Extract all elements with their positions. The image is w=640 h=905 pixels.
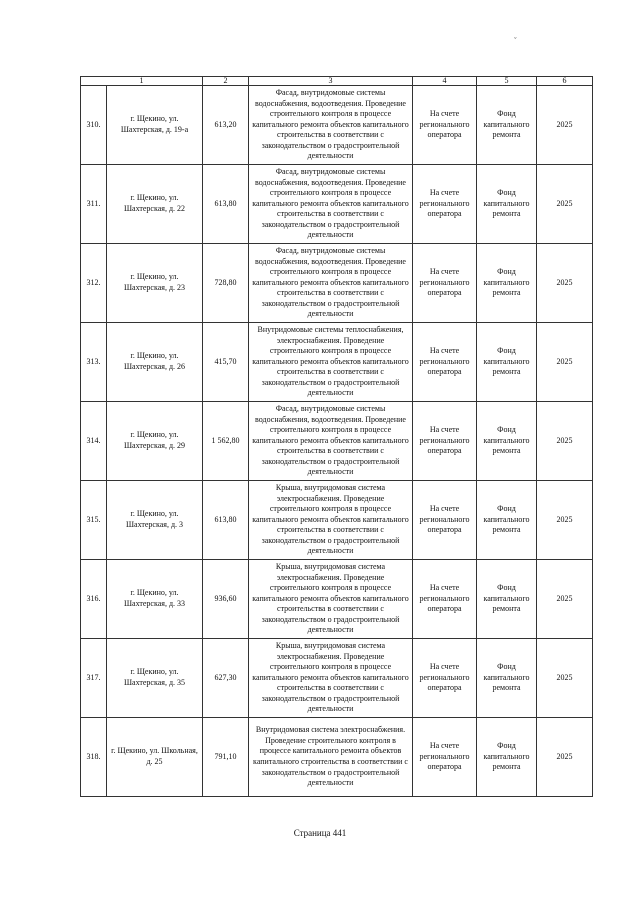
header-row: [81, 77, 593, 86]
area-cell: 415,70: [203, 323, 249, 402]
source-cell: Фонд капитального ремонта: [477, 639, 537, 718]
year-cell: 2025: [537, 402, 593, 481]
row-number: 312.: [81, 244, 107, 323]
address-cell: г. Щекино, ул. Шахтерская, д. 33: [107, 560, 203, 639]
year-cell: 2025: [537, 165, 593, 244]
table-row: [81, 86, 593, 165]
account-cell: На счете регионального оператора: [413, 639, 477, 718]
address-cell: г. Щекино, ул. Школьная, д. 25: [107, 718, 203, 797]
source-cell: Фонд капитального ремонта: [477, 244, 537, 323]
row-number: 313.: [81, 323, 107, 402]
area-cell: 613,20: [203, 86, 249, 165]
source-cell: Фонд капитального ремонта: [477, 86, 537, 165]
capital-repair-table: [80, 76, 593, 797]
year-cell: 2025: [537, 244, 593, 323]
row-number: 315.: [81, 481, 107, 560]
works-cell: Внутридомовая система электроснабжения. Проведение строительного контроля в процессе капитального ремонта объектов капитального строительства в соответствии с законодательством о градостроительной деятельности: [249, 718, 413, 797]
works-cell: Фасад, внутридомовые системы водоснабжения, водоотведения. Проведение строительного контроля в процессе капитального ремонта объектов капитального строительства в соответствии с законодательством о градостроительной деятельности: [249, 86, 413, 165]
works-cell: Фасад, внутридомовые системы водоснабжения, водоотведения. Проведение строительного контроля в процессе капитального ремонта объектов капитального строительства в соответствии с законодательством о градостроительной деятельности: [249, 244, 413, 323]
address-cell: г. Щекино, ул. Шахтерская, д. 3: [107, 481, 203, 560]
year-cell: 2025: [537, 86, 593, 165]
table-row: [81, 323, 593, 402]
row-number: 310.: [81, 86, 107, 165]
header-cell: 1: [81, 77, 203, 86]
row-number: 316.: [81, 560, 107, 639]
source-cell: Фонд капитального ремонта: [477, 481, 537, 560]
header-cell: 3: [249, 77, 413, 86]
address-cell: г. Щекино, ул. Шахтерская, д. 26: [107, 323, 203, 402]
header-cell: 6: [537, 77, 593, 86]
scan-mark: ˇ: [514, 36, 517, 45]
area-cell: 627,30: [203, 639, 249, 718]
address-cell: г. Щекино, ул. Шахтерская, д. 19-а: [107, 86, 203, 165]
works-cell: Внутридомовые системы теплоснабжения, электроснабжения. Проведение строительного контроля в процессе капитального ремонта объектов капитального строительства в соответствии с законодательством о градостроительной деятельности: [249, 323, 413, 402]
table-row: [81, 481, 593, 560]
works-cell: Крыша, внутридомовая система электроснабжения. Проведение строительного контроля в процессе капитального ремонта объектов капитального строительства в соответствии с законодательством о градостроительной деятельности: [249, 481, 413, 560]
account-cell: На счете регионального оператора: [413, 481, 477, 560]
account-cell: На счете регионального оператора: [413, 165, 477, 244]
year-cell: 2025: [537, 639, 593, 718]
row-number: 317.: [81, 639, 107, 718]
source-cell: Фонд капитального ремонта: [477, 560, 537, 639]
year-cell: 2025: [537, 323, 593, 402]
year-cell: 2025: [537, 481, 593, 560]
area-cell: 613,80: [203, 481, 249, 560]
source-cell: Фонд капитального ремонта: [477, 402, 537, 481]
table-row: [81, 718, 593, 797]
account-cell: На счете регионального оператора: [413, 718, 477, 797]
table-row: [81, 560, 593, 639]
works-cell: Фасад, внутридомовые системы водоснабжения, водоотведения. Проведение строительного контроля в процессе капитального ремонта объектов капитального строительства в соответствии с законодательством о градостроительной деятельности: [249, 402, 413, 481]
header-cell: 5: [477, 77, 537, 86]
source-cell: Фонд капитального ремонта: [477, 323, 537, 402]
account-cell: На счете регионального оператора: [413, 323, 477, 402]
area-cell: 936,60: [203, 560, 249, 639]
area-cell: 728,80: [203, 244, 249, 323]
row-number: 314.: [81, 402, 107, 481]
address-cell: г. Щекино, ул. Шахтерская, д. 29: [107, 402, 203, 481]
works-cell: Крыша, внутридомовая система электроснабжения. Проведение строительного контроля в процессе капитального ремонта объектов капитального строительства в соответствии с законодательством о градостроительной деятельности: [249, 639, 413, 718]
account-cell: На счете регионального оператора: [413, 402, 477, 481]
row-number: 311.: [81, 165, 107, 244]
area-cell: 791,10: [203, 718, 249, 797]
year-cell: 2025: [537, 718, 593, 797]
source-cell: Фонд капитального ремонта: [477, 718, 537, 797]
address-cell: г. Щекино, ул. Шахтерская, д. 23: [107, 244, 203, 323]
address-cell: г. Щекино, ул. Шахтерская, д. 35: [107, 639, 203, 718]
area-cell: 613,80: [203, 165, 249, 244]
table-row: [81, 165, 593, 244]
header-cell: 2: [203, 77, 249, 86]
table-row: [81, 402, 593, 481]
table-row: [81, 639, 593, 718]
row-number: 318.: [81, 718, 107, 797]
header-cell: 4: [413, 77, 477, 86]
account-cell: На счете регионального оператора: [413, 86, 477, 165]
area-cell: 1 562,80: [203, 402, 249, 481]
page-number: Страница 441: [293, 828, 347, 838]
year-cell: 2025: [537, 560, 593, 639]
works-cell: Фасад, внутридомовые системы водоснабжения, водоотведения. Проведение строительного контроля в процессе капитального ремонта объектов капитального строительства в соответствии с законодательством о градостроительной деятельности: [249, 165, 413, 244]
account-cell: На счете регионального оператора: [413, 560, 477, 639]
address-cell: г. Щекино, ул. Шахтерская, д. 22: [107, 165, 203, 244]
table-row: [81, 244, 593, 323]
account-cell: На счете регионального оператора: [413, 244, 477, 323]
source-cell: Фонд капитального ремонта: [477, 165, 537, 244]
works-cell: Крыша, внутридомовая система электроснабжения. Проведение строительного контроля в процессе капитального ремонта объектов капитального строительства в соответствии с законодательством о градостроительной деятельности: [249, 560, 413, 639]
